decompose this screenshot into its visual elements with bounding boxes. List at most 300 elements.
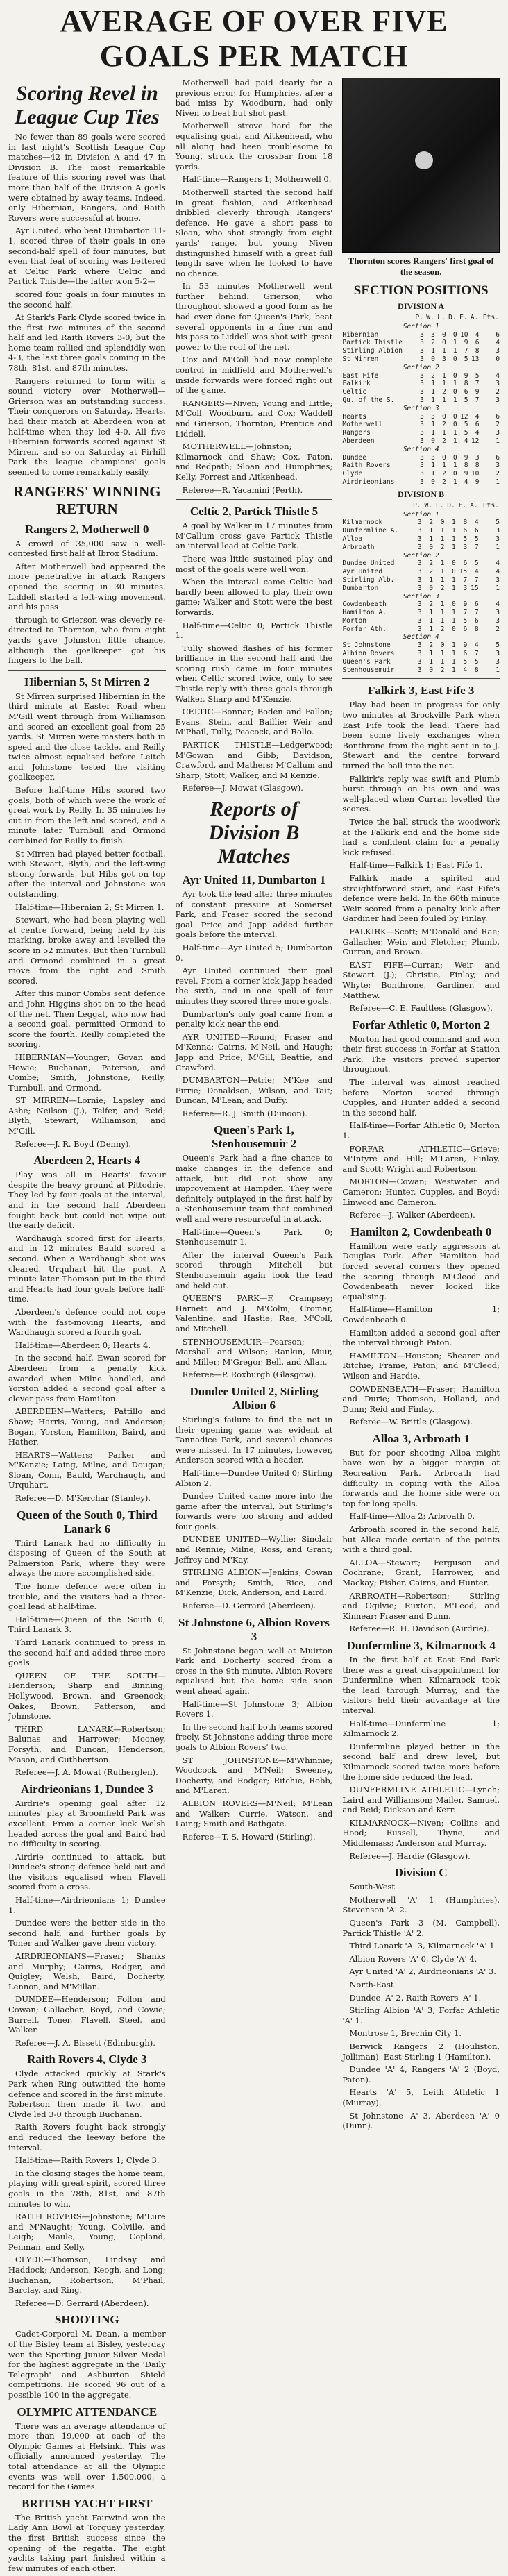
section-label: Section 4 (403, 633, 439, 641)
stat-cell: 3 (417, 543, 422, 551)
paragraph: THIRD LANARK—Robertson; Balunas and Harrower; Mooney, Forsyth, and Duncan; Henderson, Mason, and Cuthbertson. (8, 1724, 166, 1765)
stat-cell: 3 (496, 616, 500, 625)
paragraph: ALBION ROVERS—M'Neil; M'Lean and Walker; Currie, Watson, and Laing; Smith and Bathgate. (175, 1798, 333, 1829)
table-row (342, 641, 500, 650)
stat-cell: 5 (475, 371, 480, 380)
stat-cell: 1 (452, 429, 457, 437)
stat-cell: 1 (452, 462, 457, 470)
stat-cell: 1 (452, 641, 456, 650)
header-team (342, 313, 413, 323)
stat-cell: 3 (496, 347, 500, 355)
article-st-johnstone (176, 1616, 333, 1842)
paragraph: Arbroath scored in the second half, but Alloa made certain of the points with a third goal. (342, 1524, 500, 1555)
stat-cell: 3 (420, 437, 424, 445)
stat-cell: 8 (475, 462, 480, 470)
stat-cell: 2 (431, 339, 435, 347)
team-name: Kilmarnock (342, 519, 383, 527)
stat-cell: 1 (429, 650, 433, 658)
stat-cell: 3 (496, 650, 500, 658)
table-row (342, 600, 500, 609)
stat-cell: 6 (463, 625, 468, 633)
team-name: Dumbarton (342, 584, 379, 592)
team-name: Celtic (342, 388, 366, 396)
stat-cell: 3 (420, 412, 424, 421)
stat-cell: 3 (441, 355, 446, 363)
table-row (342, 454, 500, 462)
section-row (342, 552, 500, 560)
paragraph: Referee—T. S. Howard (Stirling). (182, 1831, 316, 1842)
paragraph: Half-time—Hamilton 1; Cowdenbeath 0. (342, 1304, 500, 1324)
stat-cell: 3 (420, 421, 424, 429)
paragraph: Stewart, who had been playing well at centre forward, being held by his marking, broke away and levelled the score in 52 minutes. But then Turnbull and Ormond combined in a great move from the right and Smith scored. (8, 915, 166, 986)
section-row (342, 633, 500, 641)
team-name: Partick Thistle (342, 339, 403, 347)
stat-cell: 4 (474, 641, 479, 650)
article-headline: Queen's Park 1, Stenhousemuir 2 (212, 1123, 297, 1151)
paragraph: Hamilton were early aggressors at Douglas Park. After Hamilton had forced several corners they opened the scoring through M'Cleod and Cowdenbeath never looked like equalising. (342, 1240, 500, 1302)
paragraph: Referee—D. Gerrard (Aberdeen). (15, 2298, 149, 2308)
stat-cell: 6 (463, 559, 468, 568)
paragraph: St Johnstone 'A' 3, Aberdeen 'A' 0 (Dunn). (342, 2110, 500, 2131)
paragraph: Motherwell strove hard for the equalising goal, and Aitkenhead, who all along had been troublesome to Young, struck the crossbar from 18 yards. (175, 121, 333, 171)
stat-cell: 3 (475, 453, 480, 462)
stat-cell: 10 (471, 470, 480, 478)
paragraph: FALKIRK—Scott; M'Donald and Rae; Gallacher, Weir, and Fletcher; Plumb, Curran, and Brown. (342, 926, 500, 957)
stat-cell: 6 (474, 527, 479, 535)
section-label: Section 3 (403, 404, 439, 412)
stat-cell: 4 (464, 478, 468, 486)
paragraph: Wardhaugh scored first for Hearts, and in 12 minutes Bauld scored a second. When a Wardhaugh shot was cleared, Urquhart hit the post. A minute later Thomson put in the third and Hearts had four goals before half-time. (8, 1233, 166, 1304)
paragraph: HEARTS—Watters; Parker and M'Kenzie; Laing, Milne, and Dougan; Sloan, Conn, Bauld, Wardhaugh, and Urquhart. (8, 1449, 166, 1490)
paragraph: Referee—J. Hardie (Glasgow). (349, 1851, 471, 1861)
page-banner: AVERAGE OF OVER FIVE GOALS PER MATCH (60, 4, 448, 73)
stat-cell: 3 (420, 339, 424, 347)
team-name: Forfar Ath. (342, 625, 387, 633)
paragraph: CLYDE—Thomson; Lindsay and Haddock; Anderson, Keogh, and Long; Buchanan, Robertson, M'Phail, Barclay, and Ring. (8, 2255, 166, 2296)
paragraph: MORTON—Cowan; Westwater and Cameron; Hunter, Cupples, and Boyd; Linwood and Cameron. (342, 1177, 500, 1207)
stat-cell: 4 (474, 568, 479, 576)
stat-cell: 1 (441, 462, 446, 470)
paragraph: Half-time—Rangers 1; Motherwell 0. (182, 174, 332, 185)
stat-cell: 1 (429, 527, 433, 535)
stat-cell: 3 (417, 600, 422, 609)
stat-cell: 4 (496, 568, 500, 576)
paragraph: Half-time—Ayr United 5; Dumbarton 0. (175, 942, 333, 963)
stat-cell: 3 (417, 657, 422, 666)
paragraph: Stirling's failure to find the net in their opening game was evident at Tannadice Park, and several chances were missed. In 17 minutes, however, Anderson scored with a header. (175, 1414, 333, 1465)
article-rangers (176, 78, 333, 495)
team-name: Albion Rovers (342, 650, 395, 658)
column-header: P. (413, 501, 421, 510)
stat-cell: 0 (441, 339, 446, 347)
article-queen-south (8, 1508, 166, 1778)
paragraph: Play was all in Hearts' favour despite the heavy ground at Pittodrie. They led by four goals at the interval, and in the second half Aberdeen fought back but could not wipe out the early deficit. (8, 1170, 166, 1231)
paragraph: After this minor Combs sent defence and John Higgins shot on to the head of the net. Then Leggat, who now had a second goal, permitted Ormond to score the fourth. Reilly completed the scoring. (8, 988, 166, 1050)
team-name: Qu. of the S. (342, 396, 395, 404)
paragraph: St Mirren had played better football, with Stewart, Blyth, and the left-wing strong forwards, but Hibs got on top after the interval and Johnstone was outstanding. (8, 848, 166, 899)
paragraph: Morton had good command and won their first success in Forfar at Station Park. The visitors proved superior throughout. (342, 1034, 500, 1075)
paragraph: After Motherwell had appeared the more penetrative in attack Rangers opened the scoring in 30 minutes. Liddell started a left-wing movement, and his pass (8, 561, 166, 612)
team-name: Arbroath (342, 543, 375, 551)
stat-cell: 9 (463, 600, 468, 609)
section-positions-title: SECTION POSITIONS (353, 283, 489, 298)
stat-cell: 1 (452, 527, 456, 535)
paragraph: Referee—P. Roxburgh (Glasgow). (182, 1370, 316, 1380)
stat-cell: 2 (429, 641, 433, 650)
table-row (342, 527, 500, 535)
paragraph: Albion Rovers 'A' 0, Clyde 'A' 4. (349, 1953, 477, 1964)
match-photo (342, 78, 500, 253)
paragraph: STENHOUSEMUIR—Pearson; Marshall and Wilson; Rankin, Muir, and Miller; M'Gregor, Bell, and Allan. (175, 1336, 333, 1367)
divider (176, 499, 333, 500)
table-row (342, 421, 500, 429)
stat-cell: 9 (464, 371, 468, 380)
stat-cell: 4 (496, 600, 500, 609)
team-name: Dundee United (342, 559, 395, 568)
paragraph: Cox and M'Coll had now complete control in midfield and Motherwell's inside forwards were forced right out of the game. (175, 355, 333, 396)
column-header: D. (447, 501, 455, 510)
paragraph: A goal by Walker in 17 minutes from M'Callum cross gave Partick Thistle an interval lead at Celtic Park. (175, 521, 333, 551)
column-header: D. (448, 314, 457, 321)
stat-cell: 0 (452, 421, 457, 429)
paragraph: When the interval came Celtic had hardly been allowed to play their own game; Walker and Stott were the best forwards. (175, 577, 333, 617)
stat-cell: 5 (463, 534, 468, 543)
stat-cell: 7 (474, 543, 479, 551)
team-name: Dunfermline A. (342, 527, 399, 535)
stat-cell: 4 (464, 437, 468, 445)
team-name: St Johnstone (342, 641, 391, 650)
paragraph: HIBERNIAN—Younger; Govan and Howie; Buchanan, Paterson, and Combe; Smith, Johnstone, Reilly, Turnbull, and Ormond. (8, 1052, 166, 1093)
paragraph: Referee—D. Gerrard (Aberdeen). (182, 1601, 316, 1611)
stat-cell: 0 (452, 568, 456, 576)
stat-cell: 1 (452, 534, 456, 543)
paragraph: Referee—R. J. Smith (Dunoon). (182, 1108, 307, 1118)
article-hamilton (342, 1225, 500, 1427)
paragraph: Half-time—Falkirk 1; East Fife 1. (349, 860, 483, 870)
table-row (342, 478, 500, 487)
stat-cell: 1 (452, 380, 457, 388)
section-row (342, 446, 500, 454)
stat-cell: 9 (463, 641, 468, 650)
division-label: DIVISION A (398, 301, 445, 311)
paragraph: Motherwell 'A' 1 (Humphries), Stevenson 'A' 2. (342, 1894, 500, 1915)
table-row (342, 658, 500, 666)
article-headline: OLYMPIC ATTENDANCE (17, 2405, 158, 2418)
stat-cell: 1 (496, 437, 500, 445)
paragraph: HAMILTON—Houston; Shearer and Ritchie; Frame, Paton, and M'Cleod; Wilson and Hardie. (342, 1350, 500, 1381)
stat-cell: 3 (417, 609, 422, 617)
stat-cell: 0 (496, 355, 500, 363)
section-row (342, 364, 500, 372)
table-row (342, 470, 500, 478)
paragraph: Cadet-Corporal M. Dean, a member of the Bisley team at Bisley, yesterday won the Sporting Junior Silver Medal for the highest aggregate in the 'Daily Telegraph' and Ashburton Shield competitions. He scored 96 out of a possible 100 in the aggregate. (8, 2329, 166, 2400)
stat-cell: 0 (441, 453, 446, 462)
column-header: L. (435, 501, 444, 510)
stat-cell: 1 (431, 462, 435, 470)
stat-cell: 7 (475, 380, 480, 388)
stat-cell: 3 (420, 470, 424, 478)
stat-cell: 1 (440, 616, 445, 625)
paragraph: The home defence were often in trouble, and the visitors had a three-goal lead at half-time. (8, 1581, 166, 1612)
stat-cell: 1 (496, 543, 500, 551)
stat-cell: 3 (417, 666, 422, 674)
stat-cell: 8 (474, 666, 479, 674)
paragraph: Dundee 'A' 4, Rangers 'A' 2 (Boyd, Paton). (342, 2064, 500, 2085)
paragraph: Airdrie's opening goal after 12 minutes' play at Broomfield Park was excellent. From a corner kick Welsh headed across the goal and Baird had no difficulty in scoring. (8, 1798, 166, 1849)
paragraph: Dundee United came more into the game after the interval, but Stirling's forwards were too strong and added four goals. (175, 1491, 333, 1531)
paragraph: In the closing stages the home team, playing with great spirit, scored three goals in the 78th, 81st, and 87th minutes to win. (8, 2168, 166, 2209)
stat-cell: 9 (464, 470, 468, 478)
score-line: Rangers 2, Motherwell 0 (25, 522, 149, 536)
article-yacht (8, 2497, 166, 2574)
stat-cell: 1 (452, 609, 456, 617)
stat-cell: 3 (417, 616, 422, 625)
table-row (342, 544, 500, 552)
stat-cell: 1 (440, 650, 445, 658)
stat-cell: 1 (429, 609, 433, 617)
stat-cell: 5 (464, 429, 468, 437)
team-name: St Mirren (342, 355, 379, 363)
stat-cell: 0 (429, 543, 433, 551)
stat-cell: 8 (474, 625, 479, 633)
table-row (342, 519, 500, 527)
paragraph: Half-time—Celtic 0; Partick Thistle 1. (175, 620, 333, 641)
section-label: Section 4 (403, 445, 439, 453)
paragraph: Falkirk's reply was swift and Plumb burst through on his own and was well-placed when Curran levelled the scores. (342, 773, 500, 814)
team-name: East Fife (342, 371, 379, 380)
table-row (342, 429, 500, 437)
stat-cell: 7 (463, 575, 468, 584)
table-header (342, 501, 500, 511)
stat-cell: 2 (429, 568, 433, 576)
stat-cell: 12 (471, 437, 480, 445)
article-headline: Airdrieonians 1, Dundee 3 (20, 1782, 153, 1796)
team-name: Airdrieonians (342, 478, 395, 486)
stat-cell: 2 (440, 584, 445, 592)
stat-cell: 0 (452, 625, 456, 633)
team-name: Clyde (342, 470, 363, 478)
paragraph: The British yacht Fairwind won the Lady Ann Bowl at Torquay yesterday, the first British success since the opening of the regatta. The eight yachts taking part finished within a few minutes of each other. (8, 2512, 166, 2573)
stat-cell: 10 (460, 330, 468, 339)
article-headline: Division C (394, 1866, 448, 1880)
stat-cell: 2 (440, 543, 445, 551)
stat-cell: 2 (441, 388, 446, 396)
table-header (342, 313, 500, 323)
stat-cell: 1 (452, 478, 457, 486)
table-row (342, 347, 500, 355)
article-shooting (8, 2313, 166, 2400)
paragraph: RAITH ROVERS—Johnstone; M'Lure and M'Naught; Young, Colville, and Leigh; Maule, Young, Copland, Penman, and Kelly. (8, 2212, 166, 2252)
paragraph: Referee—J. Mowat (Glasgow). (182, 783, 303, 793)
paragraph: ALLOA—Stewart; Ferguson and Cochrane; Grant, Harrower, and Mackay; Fisher, Cairns, and Hunter. (342, 1557, 500, 1588)
paragraph: Ayr United continued their goal revel. From a corner kick Japp headed the sixth, and in one spell of four minutes they scored three more goals. (175, 966, 333, 1006)
stat-cell: 1 (431, 421, 435, 429)
paragraph: Raith Rovers fought back strongly and reduced the leeway before the interval. (8, 2122, 166, 2153)
divider (342, 678, 500, 679)
paragraph: Half-time—Airdrieonians 1; Dundee 1. (8, 1895, 166, 1915)
article-headline: Falkirk 3, East Fife 3 (367, 684, 475, 698)
paragraph: Motherwell started the second half in great fashion, and Aitkenhead dribbled cleverly through Rangers' defence. He gave a short pass to Sloan, who shot strongly from eight yards' range, but young Niven distinguished himself with a great full length save when he looked to have no chance. (175, 187, 333, 278)
stat-cell: 3 (417, 519, 422, 527)
stat-cell: 1 (496, 666, 500, 674)
paragraph: AIRDRIEONIANS—Fraser; Shanks and Murphy; Cairns, Rodger, and Quigley; Welsh, Baird, Docherty, Lennon, and M'Millan. (8, 1951, 166, 1992)
team-name: Alloa (342, 534, 363, 543)
stat-cell: 3 (420, 478, 424, 486)
paragraph: Queen's Park 3 (M. Campbell), Partick Thistle 'A' 2. (342, 1918, 500, 1938)
stat-cell: 1 (441, 347, 446, 355)
paragraph: RANGERS—Niven; Young and Little; M'Coll, Woodburn, and Cox; Waddell and Grierson, Thornton, Prentice and Liddell. (175, 398, 333, 439)
stat-cell: 1 (452, 519, 456, 527)
stat-cell: 5 (464, 355, 468, 363)
team-name: Aberdeen (342, 437, 375, 445)
stat-cell: 0 (452, 600, 456, 609)
stat-cell: 3 (420, 388, 424, 396)
stat-cell: 3 (417, 559, 422, 568)
paragraph: through to Grierson was cleverly re-directed to Thornton, who from eight yards gave Johnston little chance, although the goalkeeper got his fingers to the ball. (8, 614, 166, 666)
stat-cell: 3 (496, 462, 500, 470)
stat-cell: 1 (440, 534, 445, 543)
article-forfar (342, 1018, 500, 1220)
stat-cell: 3 (420, 347, 424, 355)
stat-cell: 4 (474, 519, 479, 527)
stat-cell: 3 (420, 371, 424, 380)
table-row (342, 617, 500, 625)
stat-cell: 1 (429, 616, 433, 625)
article-queens-park (176, 1123, 333, 1379)
stat-cell: 2 (496, 421, 500, 429)
team-name: Falkirk (342, 380, 371, 388)
stat-cell: 1 (452, 666, 456, 674)
stat-cell: 3 (496, 575, 500, 584)
stat-cell: 0 (429, 584, 433, 592)
article-ayr (176, 873, 333, 1118)
paragraph: Montrose 1, Brechin City 1. (349, 2028, 462, 2039)
article-headline: Celtic 2, Partick Thistle 5 (189, 505, 319, 519)
stat-cell: 1 (431, 470, 435, 478)
paragraph: Half-time—St Johnstone 3; Albion Rovers 1. (175, 1699, 333, 1719)
stat-cell: 5 (496, 519, 500, 527)
paragraph: Half-time—Dunfermline 1; Kilmarnock 2. (342, 1718, 500, 1739)
paragraph: Airdrie continued to attack, but Dundee's strong defence held out and the visitors equalised when Flavell scored from a cross. (8, 1851, 166, 1892)
column-header: Pts. (482, 501, 500, 510)
team-name: Rangers (342, 429, 371, 437)
stat-cell: 1 (440, 575, 445, 584)
team-name: Queen's Park (342, 657, 391, 666)
team-name: Raith Rovers (342, 462, 391, 470)
stat-cell: 1 (441, 371, 446, 380)
stat-cell: 0 (440, 519, 445, 527)
stat-cell: 3 (420, 453, 424, 462)
stat-cell: 2 (440, 625, 445, 633)
paragraph: Stirling Albion 'A' 3, Forfar Athletic 'A' 1. (342, 2005, 500, 2026)
section-label: Section 2 (403, 363, 439, 371)
article-olympic (8, 2405, 166, 2492)
team-name: Dundee (342, 453, 366, 462)
stat-cell: 9 (464, 453, 468, 462)
stat-cell: 1 (429, 575, 433, 584)
paragraph: Falkirk made a spirited and straightforward start, and East Fife's defence were held. In the 60th minute Weir scored from a penalty kick after Gardiner had been fouled by Finlay. (342, 873, 500, 924)
stat-cell: 0 (441, 330, 446, 339)
column-header: L. (437, 314, 446, 321)
stat-cell: 1 (452, 396, 457, 404)
column-header: A. (470, 501, 478, 510)
stat-cell: 15 (459, 568, 468, 576)
article-aberdeen (8, 1154, 166, 1503)
paragraph: Berwick Rangers 2 (Houliston, Jolliman), East Stirling 1 (Hamilton). (342, 2041, 500, 2062)
paragraph: AYR UNITED—Round; Fraser and M'Kenna; Cairns, M'Neil, and Haugh; Japp and Price; M'Gill, Beattie, and Crawford. (175, 1032, 333, 1072)
paragraph: KILMARNOCK—Niven; Collins and Hood; Russell, Thyne, and Middlemass; Anderson and Murray. (342, 1817, 500, 1849)
paragraph: Third Lanark 'A' 3, Kilmarnock 'A' 1. (349, 1941, 498, 1951)
stat-cell: 2 (496, 388, 500, 396)
stat-cell: 3 (431, 412, 435, 421)
stat-cell: 2 (496, 625, 500, 633)
article-headline: RANGERS' WINNING RETURN (13, 482, 161, 517)
stat-cell: 0 (452, 330, 457, 339)
stat-cell: 8 (464, 462, 468, 470)
stat-cell: 1 (431, 396, 435, 404)
stat-cell: 3 (417, 584, 422, 592)
stat-cell: 1 (452, 347, 457, 355)
team-name: Hearts (342, 412, 366, 421)
table-row (342, 372, 500, 380)
section-row (342, 511, 500, 519)
paragraph: Third Lanark continued to press in the second half and added three more goals. (8, 1638, 166, 1668)
stat-cell: 1 (452, 437, 457, 445)
stat-cell: 3 (417, 534, 422, 543)
paragraph: In the first half at East End Park there was a great disappointment for Dunfermline when Kilmarnock took the lead through Murray, and the visitors held their advantage at the interval. (342, 1654, 500, 1715)
stat-cell: 1 (440, 609, 445, 617)
stat-cell: 5 (463, 657, 468, 666)
stat-cell: 0 (452, 388, 457, 396)
stat-cell: 0 (452, 355, 457, 363)
stat-cell: 3 (463, 543, 468, 551)
stat-cell: 3 (417, 527, 422, 535)
table-row (342, 388, 500, 396)
paragraph: COWDENBEATH—Fraser; Hamilton and Durie; Thomson, Holland, and Dunn; Reid and Finlay. (342, 1383, 500, 1414)
table-row (342, 380, 500, 388)
article-headline: Hibernian 5, St Mirren 2 (24, 675, 150, 689)
stat-cell: 6 (496, 453, 500, 462)
stat-cell: 4 (496, 339, 500, 347)
paragraph: DUNDEE—Henderson; Follon and Cowan; Gallacher, Boyd, and Cowie; Burrell, Toner, Flavell, Steel, and Walker. (8, 1994, 166, 2035)
stat-cell: 3 (420, 355, 424, 363)
stat-cell: 1 (429, 625, 433, 633)
paragraph: FORFAR ATHLETIC—Grieve; M'Intyre and Hill; M'Laren, Finlay, and Scott; Wright and Robertson. (342, 1143, 500, 1174)
paragraph: Hamilton added a second goal after the interval through Paton. (342, 1327, 500, 1348)
paragraph: In the second half both teams scored freely, St Johnstone adding three more goals to Albion Rovers' two. (175, 1721, 333, 1752)
section-label: Section 1 (403, 510, 439, 519)
stat-cell: 6 (496, 330, 500, 339)
paragraph: The interval was almost reached before Morton scored through Cupples, and Hunter added a second in the second half. (342, 1077, 500, 1118)
paragraph: ST JOHNSTONE—M'Whinnie; Woodcock and M'Neil; Sweeney, Docherty, and Rodger; Ritchie, Robb, and M'Laren. (175, 1755, 333, 1796)
header-team (342, 501, 410, 511)
paragraph: QUEEN'S PARK—F. Crampsey; Harnett and J. M'Colm; Cromar, Valentine, and Hastie; Rae, M'Coll, and Mitchell. (175, 1293, 333, 1333)
columns (8, 78, 500, 2576)
article-headline: Forfar Athletic 0, Morton 2 (352, 1018, 490, 1032)
stat-cell: 13 (471, 355, 480, 363)
stat-cell: 1 (431, 347, 435, 355)
table-row (342, 396, 500, 405)
stat-cell: 2 (441, 421, 446, 429)
stat-cell: 12 (460, 412, 468, 421)
column-header: P. (415, 314, 423, 321)
photo-caption: Thornton scores Rangers' first goal of the season. (348, 255, 494, 277)
stat-cell: 1 (452, 543, 456, 551)
stat-cell: 6 (463, 650, 468, 658)
team-name: Ayr United (342, 568, 383, 576)
stat-cell: 1 (431, 380, 435, 388)
column-header: Pts. (482, 314, 500, 321)
